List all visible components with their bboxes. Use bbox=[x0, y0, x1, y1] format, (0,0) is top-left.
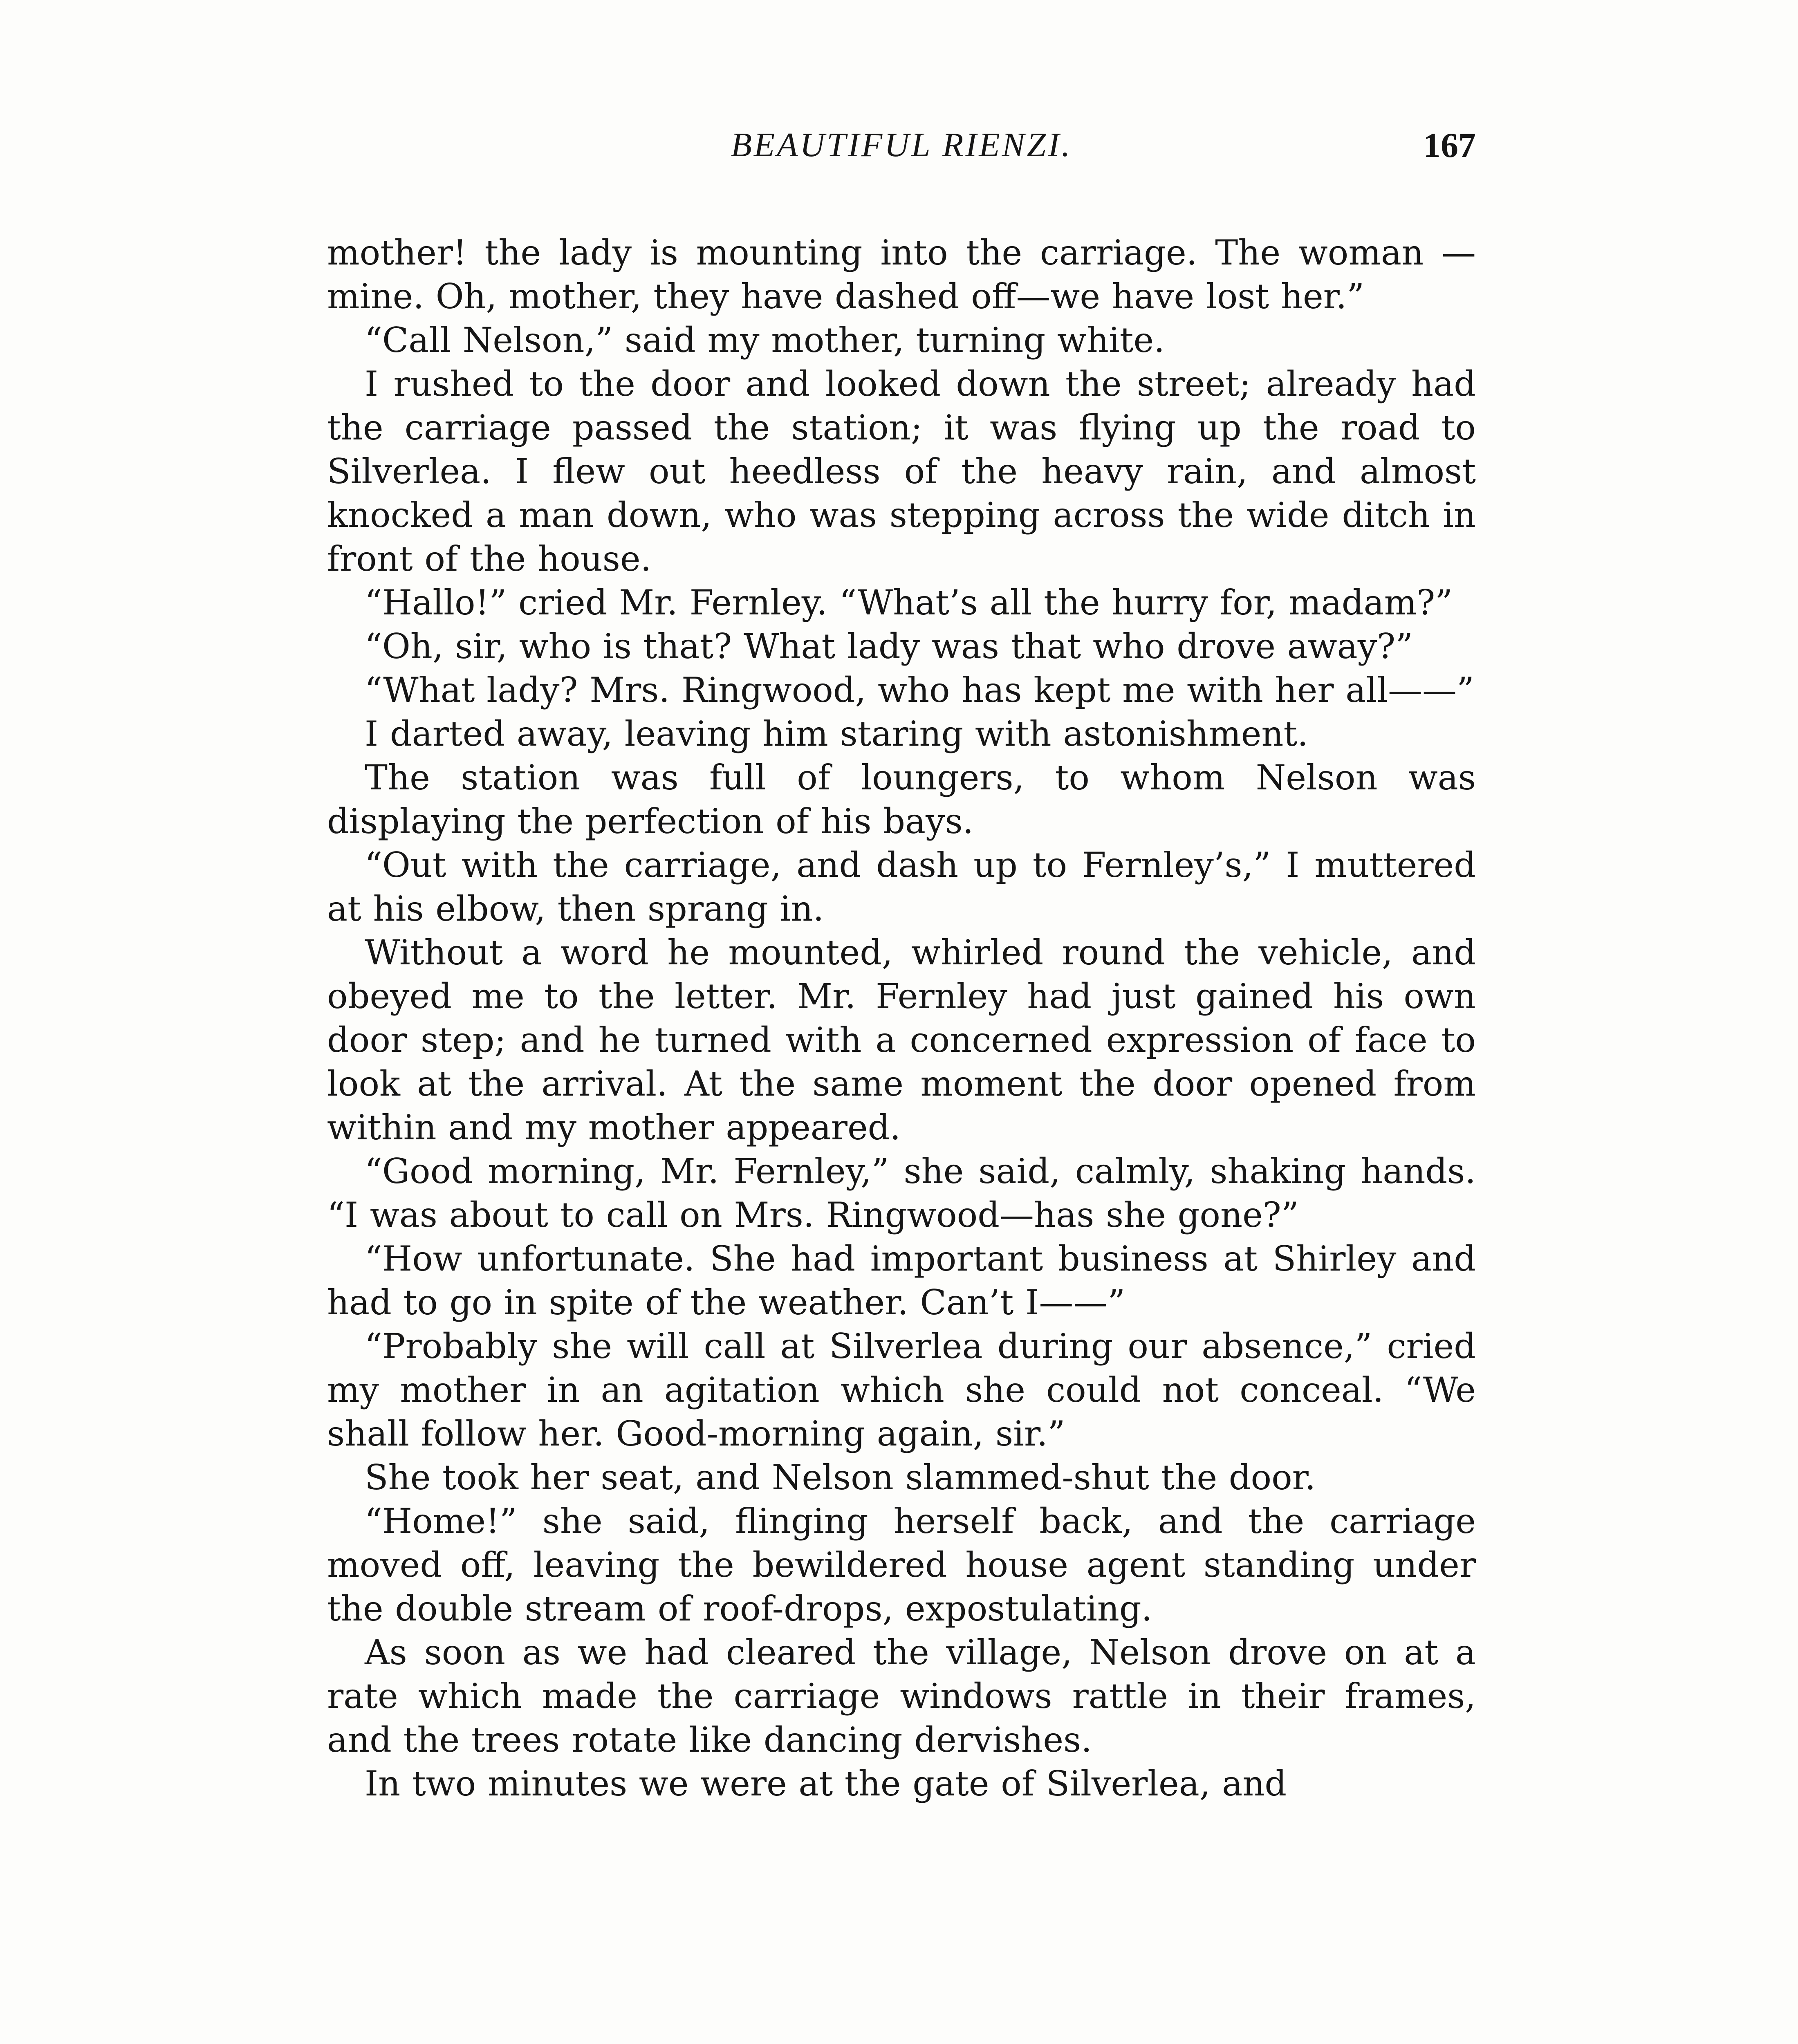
paragraph-5: “Oh, sir, who is that? What lady was that who drove away?” bbox=[365, 626, 1413, 666]
paragraph-1: mother! the lady is mounting into the carriage. The woman —mine. Oh, mother, they have dashed off—we have lost her.” bbox=[327, 233, 1476, 316]
paragraph-15: “Home!” she said, flinging herself back, and the carriage moved off, leaving the bewildered house agent standing under the double stream of roof-drops, expostulating. bbox=[327, 1501, 1476, 1629]
paragraph-9: “Out with the carriage, and dash up to Fernley’s,” I muttered at his elbow, then sprang in. bbox=[327, 845, 1476, 929]
paragraph-14: She took her seat, and Nelson slammed-shut the door. bbox=[365, 1457, 1316, 1497]
paragraph-6: “What lady? Mrs. Ringwood, who has kept me with her all——” bbox=[365, 670, 1474, 710]
paragraph-10: Without a word he mounted, whirled round the vehicle, and obeyed me to the letter. Mr. Fernley had just gained his own door step; and he turned with a concerned expression of face to look at the arrival. At the same moment the door opened from within and my mother appeared. bbox=[327, 932, 1476, 1148]
paragraph-17: In two minutes we were at the gate of Silverlea, and bbox=[365, 1764, 1287, 1804]
running-head bbox=[327, 123, 1476, 172]
paragraph-8: The station was full of loungers, to whom Nelson was displaying the perfection of his bays. bbox=[327, 758, 1476, 841]
paragraph-2: “Call Nelson,” said my mother, turning white. bbox=[365, 320, 1165, 360]
paragraph-4: “Hallo!” cried Mr. Fernley. “What’s all the hurry for, madam?” bbox=[365, 583, 1453, 623]
body-text bbox=[327, 231, 1476, 1806]
paragraph-16: As soon as we had cleared the village, Nelson drove on at a rate which made the carriage windows rattle in their frames, and the trees rotate like dancing dervishes. bbox=[327, 1632, 1476, 1760]
paragraph-7: I darted away, leaving him staring with astonishment. bbox=[365, 714, 1308, 754]
running-title: BEAUTIFUL RIENZI. bbox=[731, 126, 1072, 164]
paragraph-12: “How unfortunate. She had important business at Shirley and had to go in spite of the weather. Can’t I——” bbox=[327, 1239, 1476, 1322]
paragraph-13: “Probably she will call at Silverlea during our absence,” cried my mother in an agitation which she could not conceal. “We shall follow her. Good-morning again, sir.” bbox=[327, 1326, 1476, 1454]
page-number: 167 bbox=[1423, 126, 1476, 165]
paragraph-3: I rushed to the door and looked down the street; already had the carriage passed the station; it was flying up the road to Silverlea. I flew out heedless of the heavy rain, and almost knocked a man down, who was stepping across the wide ditch in front of the house. bbox=[327, 364, 1476, 579]
paragraph-11: “Good morning, Mr. Fernley,” she said, calmly, shaking hands. “I was about to call on Mrs. Ringwood—has she gone?” bbox=[327, 1151, 1476, 1235]
